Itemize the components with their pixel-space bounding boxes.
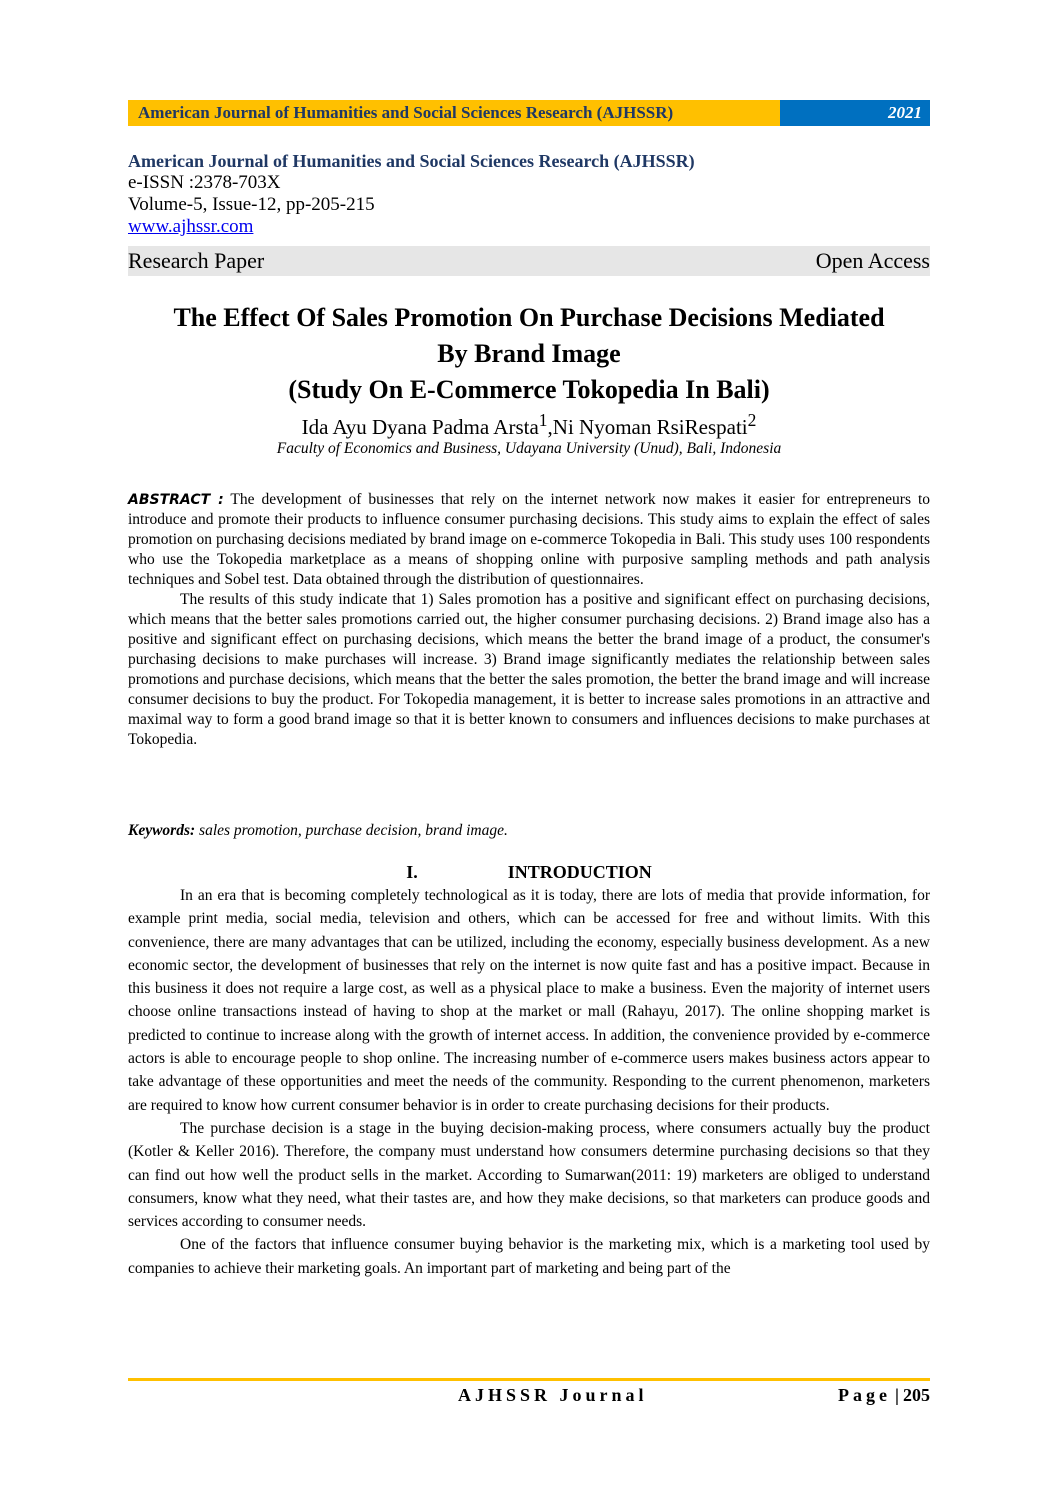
footer-page-label: Page [838, 1385, 892, 1405]
title-line-1: The Effect Of Sales Promotion On Purchase Decisions Mediated [173, 303, 885, 332]
volume-info: Volume-5, Issue-12, pp-205-215 [128, 194, 375, 215]
access-type: Open Access [815, 248, 930, 273]
abstract-paragraph-1 [128, 490, 930, 590]
footer-journal: AJHSSR Journal [458, 1385, 648, 1405]
affiliation: Faculty of Economics and Business, Udayana University (Unud), Bali, Indonesia [276, 440, 782, 457]
authors [110, 410, 948, 440]
footer-page [838, 1385, 930, 1406]
author-1: Ida Ayu Dyana Padma Arsta [301, 415, 539, 439]
paper-title [110, 300, 948, 408]
title-line-2: By Brand Image [437, 339, 621, 368]
intro-paragraph-2: The purchase decision is a stage in the buying decision-making process, where consumers actually buy the product (Kotler & Keller 2016). Therefore, the company must understand how consumers determine purchasing decisions so that they can find out how well the product sells in the market. According to Sumarwan(2011: 19) marketers are obliged to understand consumers, know what they need, what their tastes are, and how they make decisions, so that marketers can produce goods and services according to consumer needs. [128, 1119, 930, 1231]
title-line-3: (Study On E-Commerce Tokopedia In Bali) [288, 375, 770, 404]
author-1-affil-mark: 1 [538, 410, 548, 430]
keywords [128, 822, 930, 840]
issn: e-ISSN :2378-703X [128, 172, 281, 193]
banner-year-block [780, 100, 930, 126]
paper-type: Research Paper [128, 248, 265, 273]
intro-paragraph-1: In an era that is becoming completely technological as it is today, there are lots of media that provide information, for example print media, social media, television and others, which can be accessed for free and without limits. With this convenience, there are many advantages that can be utilized, including the economy, especially business development. As a new economic sector, the development of businesses that rely on the internet is now quite fast and has a positive impact. Because in this business it does not require a large cost, as well as a physical place to make a business. Even the majority of internet users choose online transactions instead of having to shop at the market or mall (Rahayu, 2017). The online shopping market is predicted to continue to increase along with the growth of internet access. In addition, the convenience provided by e-commerce actors is able to encourage people to shop online. The increasing number of e-commerce users makes business actors appear to take advantage of these opportunities and meet the needs of the community. Responding to the current phenomenon, marketers are required to know how current consumer behavior is in order to create purchasing decisions for their products. [128, 887, 930, 1114]
banner-journal-name: American Journal of Humanities and Social Sciences Research (AJHSSR) [138, 103, 674, 122]
author-2: ,Ni Nyoman RsiRespati [547, 415, 748, 439]
intro-paragraph-3: One of the factors that influence consumer buying behavior is the marketing mix, which is a marketing tool used by companies to achieve their marketing goals. An important part of marketing and being part of the [128, 1236, 930, 1277]
keywords-value: sales promotion, purchase decision, brand image. [195, 822, 508, 839]
journal-website-link[interactable]: www.ajhssr.com [128, 216, 254, 237]
introduction-body [128, 884, 930, 1280]
footer-page-number: 205 [903, 1385, 930, 1405]
footer-rule [128, 1378, 930, 1381]
banner-year: 2021 [888, 103, 922, 122]
section-title: INTRODUCTION [507, 862, 652, 882]
abstract [128, 490, 930, 750]
journal-name: American Journal of Humanities and Social Sciences Research (AJHSSR) [128, 151, 695, 171]
author-2-affil-mark: 2 [747, 410, 757, 430]
keywords-label: Keywords: [128, 822, 196, 839]
journal-meta [128, 150, 930, 238]
abstract-paragraph-2: The results of this study indicate that 1) Sales promotion has a positive and significant effect on purchasing decisions, which means that the better sales promotions carried out, the higher consumer purchasing decisions. 2) Brand image also has a positive and significant effect on purchasing decisions, which means the better the brand image of a product, the consumer's purchasing decisions to make purchases will increase. 3) Brand image significantly mediates the relationship between sales promotions and purchase decisions, which means that the better the sales promotion, the better the brand image and will increase consumer decisions to buy the product. For Tokopedia management, it is better to increase sales promotions in an attractive and maximal way to form a good brand image so that it is better known to consumers and influences decisions to make purchases at Tokopedia. [128, 591, 930, 748]
section-number: I. [406, 862, 418, 882]
abstract-label: ABSTRACT : [128, 492, 224, 508]
abstract-text-1: The development of businesses that rely on the internet network now makes it easier for entrepreneurs to introduce and promote their products to influence consumer purchasing decisions. This study aims to explain the effect of sales promotion on purchasing decisions mediated by brand image on e-commerce Tokopedia in Bali. This study uses 100 respondents who use the Tokopedia marketplace as a means of shopping online with purposive sampling methods and path analysis techniques and Sobel test. Data obtained through the distribution of questionnaires. [128, 491, 931, 588]
banner-journal-block [128, 100, 780, 126]
footer-separator: | [895, 1385, 899, 1405]
paper-type-bar [128, 246, 930, 276]
section-heading-introduction [128, 862, 930, 883]
journal-banner [128, 100, 930, 126]
